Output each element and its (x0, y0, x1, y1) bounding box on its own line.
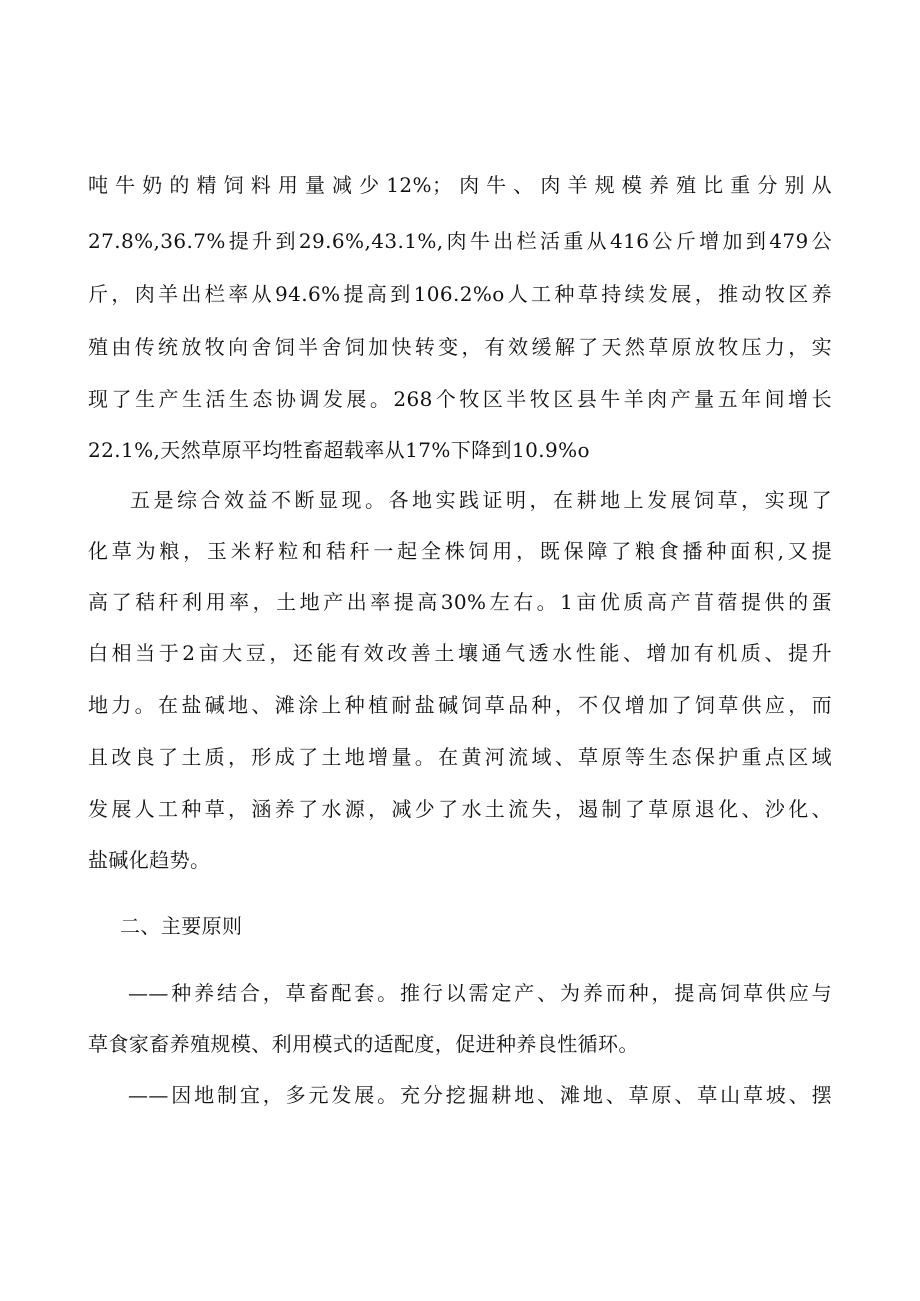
text-line: 草食家畜养殖规模、利用模式的适配度，促进种养良性循环。 (88, 1032, 639, 1056)
section-heading: 二、主要原则 (120, 914, 243, 938)
text-line: 高了秸秆利用率，土地产出率提高30%左右。1亩优质高产苜蓿提供的蛋 (88, 590, 832, 614)
text-line: 且改良了土质，形成了土地增量。在黄河流域、草原等生态保护重点区域 (88, 745, 832, 769)
text-line: 盐碱化趋势。 (88, 848, 211, 872)
text-line: 白相当于2亩大豆，还能有效改善土壤通气透水性能、增加有机质、提升 (88, 641, 832, 665)
text-line: 27.8%,36.7%提升到29.6%,43.1%,肉牛出栏活重从416公斤增加到479公 (88, 229, 832, 253)
text-line: 斤，肉羊出栏率从94.6%提高到106.2%o人工种草持续发展，推动牧区养 (88, 282, 832, 306)
text-line: ——种养结合，草畜配套。推行以需定产、为养而种，提高饲草供应与 (128, 981, 832, 1005)
text-line: 五是综合效益不断显现。各地实践证明，在耕地上发展饲草，实现了 (130, 488, 832, 512)
text-line: 化草为粮，玉米籽粒和秸秆一起全株饲用，既保障了粮食播种面积,又提 (88, 539, 832, 563)
text-line: 发展人工种草，涵养了水源，减少了水土流失，遏制了草原退化、沙化、 (88, 797, 832, 821)
text-line: ——因地制宜，多元发展。充分挖掘耕地、滩地、草原、草山草坡、摆 (128, 1083, 832, 1107)
text-line: 现了生产生活生态协调发展。268个牧区半牧区县牛羊肉产量五年间增长 (88, 387, 832, 411)
text-line: 22.1%,天然草原平均牲畜超载率从17%下降到10.9%o (88, 438, 590, 462)
text-line: 吨牛奶的精饲料用量减少12%；肉牛、肉羊规模养殖比重分别从 (88, 173, 832, 197)
text-line: 地力。在盐碱地、滩涂上种植耐盐碱饲草品种，不仅增加了饲草供应，而 (88, 693, 832, 717)
text-line: 殖由传统放牧向舍饲半舍饲加快转变，有效缓解了天然草原放牧压力，实 (88, 335, 832, 359)
